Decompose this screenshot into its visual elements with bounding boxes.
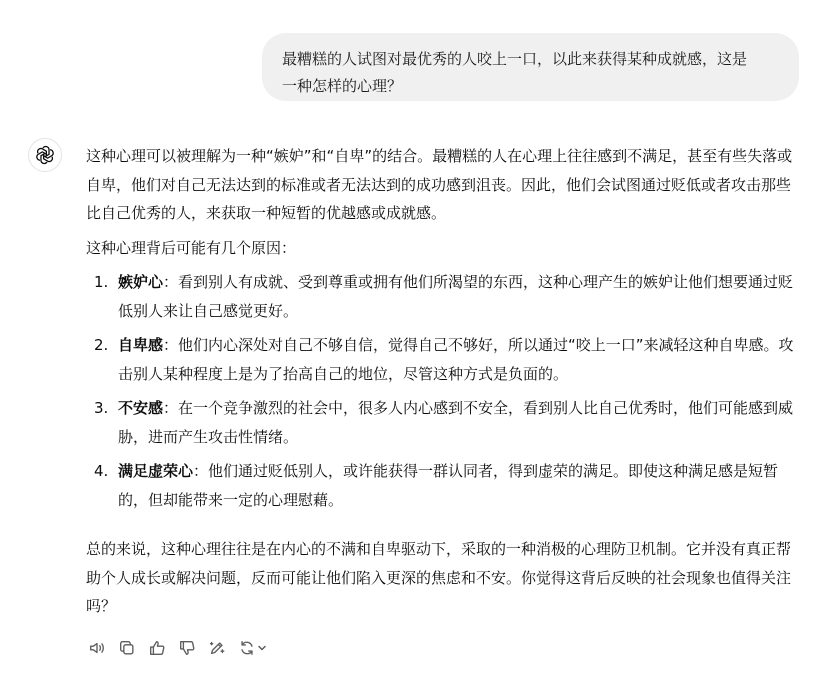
list-item-title: 不安感 xyxy=(118,399,164,417)
edit-canvas-button[interactable] xyxy=(206,637,228,659)
list-item xyxy=(86,457,796,514)
list-item xyxy=(86,394,796,451)
bad-response-button[interactable] xyxy=(176,637,198,659)
good-response-button[interactable] xyxy=(146,637,168,659)
list-item-number: 3. xyxy=(94,399,109,417)
user-message-line-2: 一种怎样的心理？ xyxy=(282,77,403,95)
list-item-text: ：看到别人有成就、受到尊重或拥有他们所渴望的东西，这种心理产生的嫉妒让他们想要通过贬低别人来让自己感觉更好。 xyxy=(118,273,794,320)
edit-sparkle-icon xyxy=(208,639,226,657)
openai-logo-icon xyxy=(34,144,56,166)
list-item xyxy=(86,268,796,325)
thumbs-up-icon xyxy=(148,639,166,657)
list-item-text: ：他们通过贬低别人，或许能获得一群认同者，得到虚荣的满足。即使这种满足感是短暂的，但却能带来一定的心理慰藉。 xyxy=(118,462,779,509)
reasons-list xyxy=(86,268,796,514)
list-item-number: 2. xyxy=(94,336,109,354)
list-item-title: 满足虚荣心 xyxy=(118,462,194,480)
list-item-title: 嫉妒心 xyxy=(118,273,164,291)
list-item-number: 4. xyxy=(94,462,109,480)
assistant-message xyxy=(86,142,796,621)
list-item-text: ：在一个竞争激烈的社会中，很多人内心感到不安全，看到别人比自己优秀时，他们可能感到威胁，进而产生攻击性情绪。 xyxy=(118,399,794,446)
assistant-avatar xyxy=(28,138,62,172)
answer-lead-paragraph: 这种心理可以被理解为一种“嫉妒”和“自卑”的结合。最糟糕的人在心理上往往感到不满足，甚至有些失落或自卑，他们对自己无法达到的标准或者无法达到的成功感到沮丧。因此，他们会试图通过贬低或者攻击那些比自己优秀的人，来获取一种短暂的优越感或成就感。 xyxy=(86,147,793,222)
chevron-down-icon xyxy=(257,643,267,653)
copy-icon xyxy=(118,639,136,657)
list-item-text: ：他们内心深处对自己不够自信，觉得自己不够好，所以通过“咬上一口”来减轻这种自卑感。攻击别人某种程度上是为了抬高自己的地位，尽管这种方式是负面的。 xyxy=(118,336,794,383)
speaker-icon xyxy=(88,639,106,657)
list-item-title: 自卑感 xyxy=(118,336,164,354)
list-item xyxy=(86,331,796,388)
regenerate-button[interactable] xyxy=(236,637,268,659)
user-message-bubble xyxy=(262,33,799,101)
user-message-line-1: 最糟糕的人试图对最优秀的人咬上一口，以此来获得某种成就感，这是 xyxy=(282,50,748,68)
copy-button[interactable] xyxy=(116,637,138,659)
answer-summary-paragraph: 总的来说，这种心理往往是在内心的不满和自卑驱动下，采取的一种消极的心理防卫机制。它并没有真正帮助个人成长或解决问题，反而可能让他们陷入更深的焦虑和不安。你觉得这背后反映的社会现象也值得关注吗？ xyxy=(86,540,792,615)
thumbs-down-icon xyxy=(178,639,196,657)
regenerate-icon xyxy=(238,639,256,657)
answer-intro-paragraph: 这种心理背后可能有几个原因： xyxy=(86,238,297,257)
read-aloud-button[interactable] xyxy=(86,637,108,659)
message-action-bar xyxy=(86,636,268,660)
list-item-number: 1. xyxy=(94,273,109,291)
